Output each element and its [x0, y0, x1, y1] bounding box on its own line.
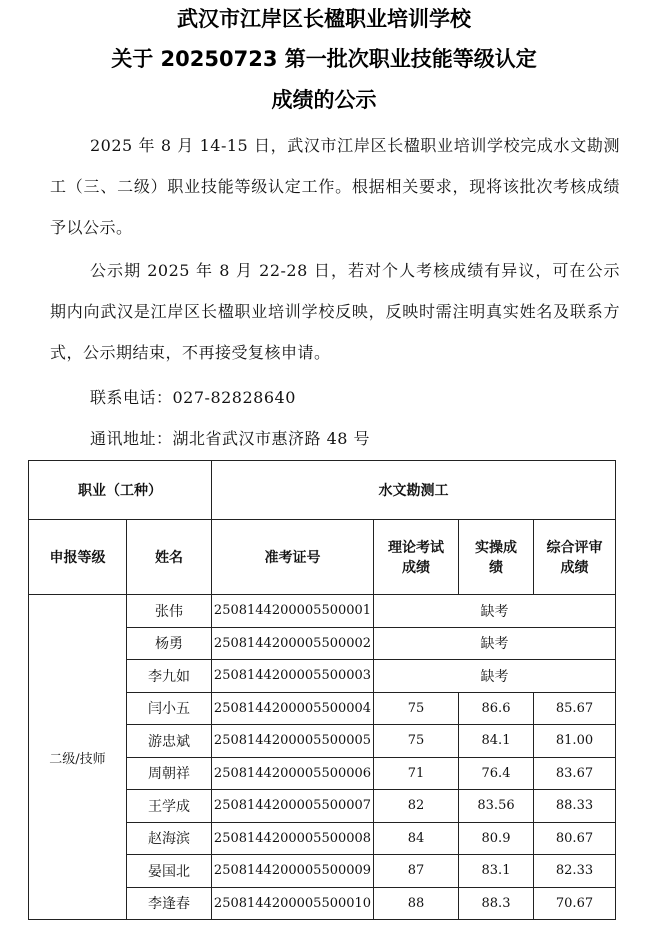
practical-cell: 83.1: [459, 855, 534, 888]
ticket-cell: 2508144200005500001: [212, 595, 374, 628]
name-cell: 张伟: [127, 595, 212, 628]
theory-cell: 88: [374, 887, 459, 920]
overall-cell: 70.67: [534, 887, 616, 920]
contact-address: 通讯地址：湖北省武汉市惠济路 48 号: [90, 429, 371, 448]
level-cell: 二级/技师: [29, 595, 127, 920]
header-theory: 理论考试成绩: [374, 520, 459, 595]
practical-cell: 88.3: [459, 887, 534, 920]
intro-paragraph: 2025 年 8 月 14-15 日，武汉市江岸区长楹职业培训学校完成水文勘测工（三、二级）职业技能等级认定工作。根据相关要求，现将该批次考核成绩予以公示。: [50, 136, 620, 237]
practical-cell: 86.6: [459, 692, 534, 725]
header-overall: 综合评审成绩: [534, 520, 616, 595]
name-cell: 杨勇: [127, 627, 212, 660]
theory-cell: 82: [374, 790, 459, 823]
absent-cell: 缺考: [374, 660, 616, 693]
occupation-label: 职业（工种）: [29, 461, 212, 520]
ticket-cell: 2508144200005500003: [212, 660, 374, 693]
ticket-cell: 2508144200005500009: [212, 855, 374, 888]
theory-cell: 84: [374, 822, 459, 855]
ticket-cell: 2508144200005500006: [212, 757, 374, 790]
name-cell: 李九如: [127, 660, 212, 693]
name-cell: 王学成: [127, 790, 212, 823]
ticket-cell: 2508144200005500007: [212, 790, 374, 823]
overall-cell: 85.67: [534, 692, 616, 725]
ticket-cell: 2508144200005500010: [212, 887, 374, 920]
practical-cell: 80.9: [459, 822, 534, 855]
ticket-cell: 2508144200005500004: [212, 692, 374, 725]
name-cell: 周朝祥: [127, 757, 212, 790]
header-level: 申报等级: [29, 520, 127, 595]
header-ticket: 准考证号: [212, 520, 374, 595]
name-cell: 赵海滨: [127, 822, 212, 855]
results-table: [28, 460, 616, 920]
title-line-2: 关于 20250723 第一批次职业技能等级认定: [111, 47, 537, 71]
practical-cell: 84.1: [459, 725, 534, 758]
absent-cell: 缺考: [374, 595, 616, 628]
overall-cell: 82.33: [534, 855, 616, 888]
practical-cell: 76.4: [459, 757, 534, 790]
theory-cell: 75: [374, 692, 459, 725]
occupation-row: [29, 461, 616, 520]
ticket-cell: 2508144200005500002: [212, 627, 374, 660]
name-cell: 晏国北: [127, 855, 212, 888]
title-line-1: 武汉市江岸区长楹职业培训学校: [177, 7, 471, 31]
ticket-cell: 2508144200005500005: [212, 725, 374, 758]
header-practical: 实操成绩: [459, 520, 534, 595]
overall-cell: 88.33: [534, 790, 616, 823]
overall-cell: 83.67: [534, 757, 616, 790]
header-row: [29, 520, 616, 595]
occupation-value: 水文勘测工: [212, 461, 616, 520]
absent-cell: 缺考: [374, 627, 616, 660]
theory-cell: 75: [374, 725, 459, 758]
name-cell: 李逢春: [127, 887, 212, 920]
theory-cell: 87: [374, 855, 459, 888]
practical-cell: 83.56: [459, 790, 534, 823]
ticket-cell: 2508144200005500008: [212, 822, 374, 855]
overall-cell: 81.00: [534, 725, 616, 758]
name-cell: 闫小五: [127, 692, 212, 725]
contact-phone: 联系电话：027-82828640: [90, 388, 296, 407]
objection-paragraph: 公示期 2025 年 8 月 22-28 日，若对个人考核成绩有异议，可在公示期内向武汉是江岸区长楹职业培训学校反映，反映时需注明真实姓名及联系方式，公示期结束，不再接受复核申请。: [50, 261, 620, 362]
header-name: 姓名: [127, 520, 212, 595]
table-row: [29, 595, 616, 628]
title-line-3: 成绩的公示: [271, 88, 377, 112]
name-cell: 游忠斌: [127, 725, 212, 758]
overall-cell: 80.67: [534, 822, 616, 855]
theory-cell: 71: [374, 757, 459, 790]
